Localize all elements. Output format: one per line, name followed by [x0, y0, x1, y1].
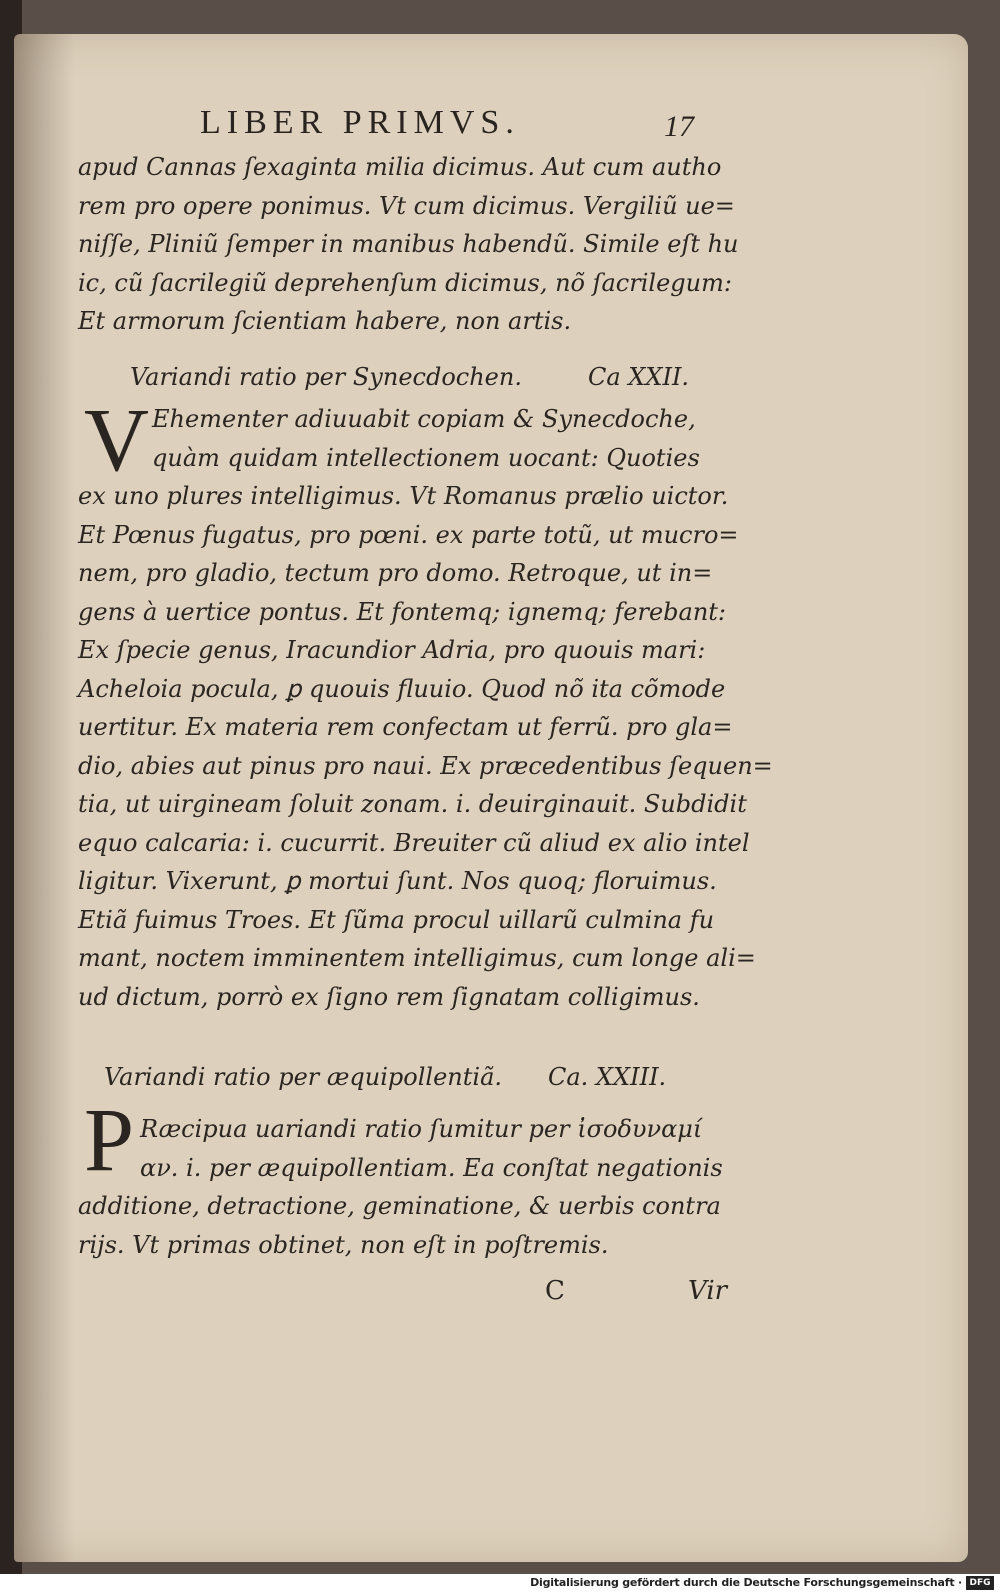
signature-mark: C: [545, 1276, 565, 1306]
text-line: mant, noctem imminentem intelligimus, cum longe ali=: [78, 944, 756, 972]
page-number: 17: [664, 110, 694, 143]
text-line: uertitur. Ex materia rem confectam ut ferrũ. pro gla=: [78, 713, 733, 741]
text-line: Acheloia pocula, ꝑ quouis fluuio. Quod nõ ita cõmode: [78, 674, 726, 703]
text-line: ic, cũ ſacrilegiũ deprehenſum dicimus, nõ ſacrilegum:: [78, 268, 732, 297]
text-line: equo calcaria: i. cucurrit. Breuiter cũ aliud ex alio intel: [78, 828, 750, 857]
text-line: rijs. Vt primas obtinet, non eſt in poſtremis.: [78, 1230, 609, 1259]
dfg-logo: DFG: [966, 1576, 994, 1590]
chapter23-body: [78, 1187, 738, 1264]
chapter-number-23: Ca. XXIII.: [548, 1063, 667, 1091]
text-line: niſſe, Pliniũ ſemper in manibus habendũ. Simile eſt hu: [78, 230, 739, 258]
text-line: rem pro opere ponimus. Vt cum dicimus. Vergiliũ ue=: [78, 191, 735, 220]
chapter23-indented-lines: [140, 1110, 740, 1187]
text-line: Ehementer adiuuabit copiam & Synecdoche,: [152, 405, 696, 433]
catchword: Vir: [688, 1276, 728, 1306]
text-line: Ræcipua uariandi ratio ſumitur per ἰσοδυναμί: [140, 1115, 703, 1143]
text-line: ligitur. Vixerunt, ꝑ mortui ſunt. Nos quoq; floruimus.: [78, 867, 717, 895]
text-line: tia, ut uirgineam ſoluit zonam. i. deuirginauit. Subdidit: [78, 790, 747, 818]
dropcap-v: V: [84, 391, 149, 490]
text-line: apud Cannas ſexaginta milia dicimus. Aut cum autho: [78, 153, 722, 181]
text-line: Etiã fuimus Troes. Et ſũma procul uillarũ culmina fu: [78, 905, 715, 934]
text-line: quàm quidam intellectionem uocant: Quoties: [152, 443, 700, 472]
text-line: αν. i. per æquipollentiam. Ea conſtat negationis: [140, 1153, 723, 1182]
text-line: additione, detractione, geminatione, & uerbis contra: [78, 1192, 721, 1220]
funding-credit: Digitalisierung gefördert durch die Deutsche Forschungsgemeinschaft ·: [530, 1576, 962, 1589]
text-line: ud dictum, porrò ex ſigno rem ſignatam colligimus.: [78, 982, 700, 1011]
page-gutter-shadow: [14, 34, 74, 1562]
text-line: ex uno plures intelligimus. Vt Romanus prælio uictor.: [78, 482, 729, 510]
text-line: Ex ſpecie genus, Iracundior Adria, pro quouis mari:: [78, 636, 706, 664]
text-line: dio, abies aut pinus pro naui. Ex præcedentibus ſequen=: [78, 751, 773, 780]
dropcap-p: P: [84, 1091, 135, 1190]
text-line: gens à uertice pontus. Et fontemq; ignemq; ferebant:: [78, 597, 726, 626]
text-line: Et Pœnus fugatus, pro pœni. ex parte totũ, ut mucro=: [78, 520, 739, 549]
running-title: LIBER PRIMVS.: [200, 104, 520, 141]
text-line: nem, pro gladio, tectum pro domo. Retroque, ut in=: [78, 559, 713, 587]
chapter-heading-aequipollentia: Variandi ratio per æquipollentiã.: [104, 1063, 503, 1091]
chapter-number-22: Ca XXII.: [588, 363, 690, 391]
chapter-heading-synecdoche: Variandi ratio per Synecdochen.: [130, 363, 522, 391]
text-block-continuation: [78, 148, 738, 341]
text-line: Et armorum ſcientiam habere, non artis.: [78, 307, 572, 335]
chapter22-body: [78, 477, 773, 1016]
chapter22-indented-lines: [152, 400, 742, 477]
